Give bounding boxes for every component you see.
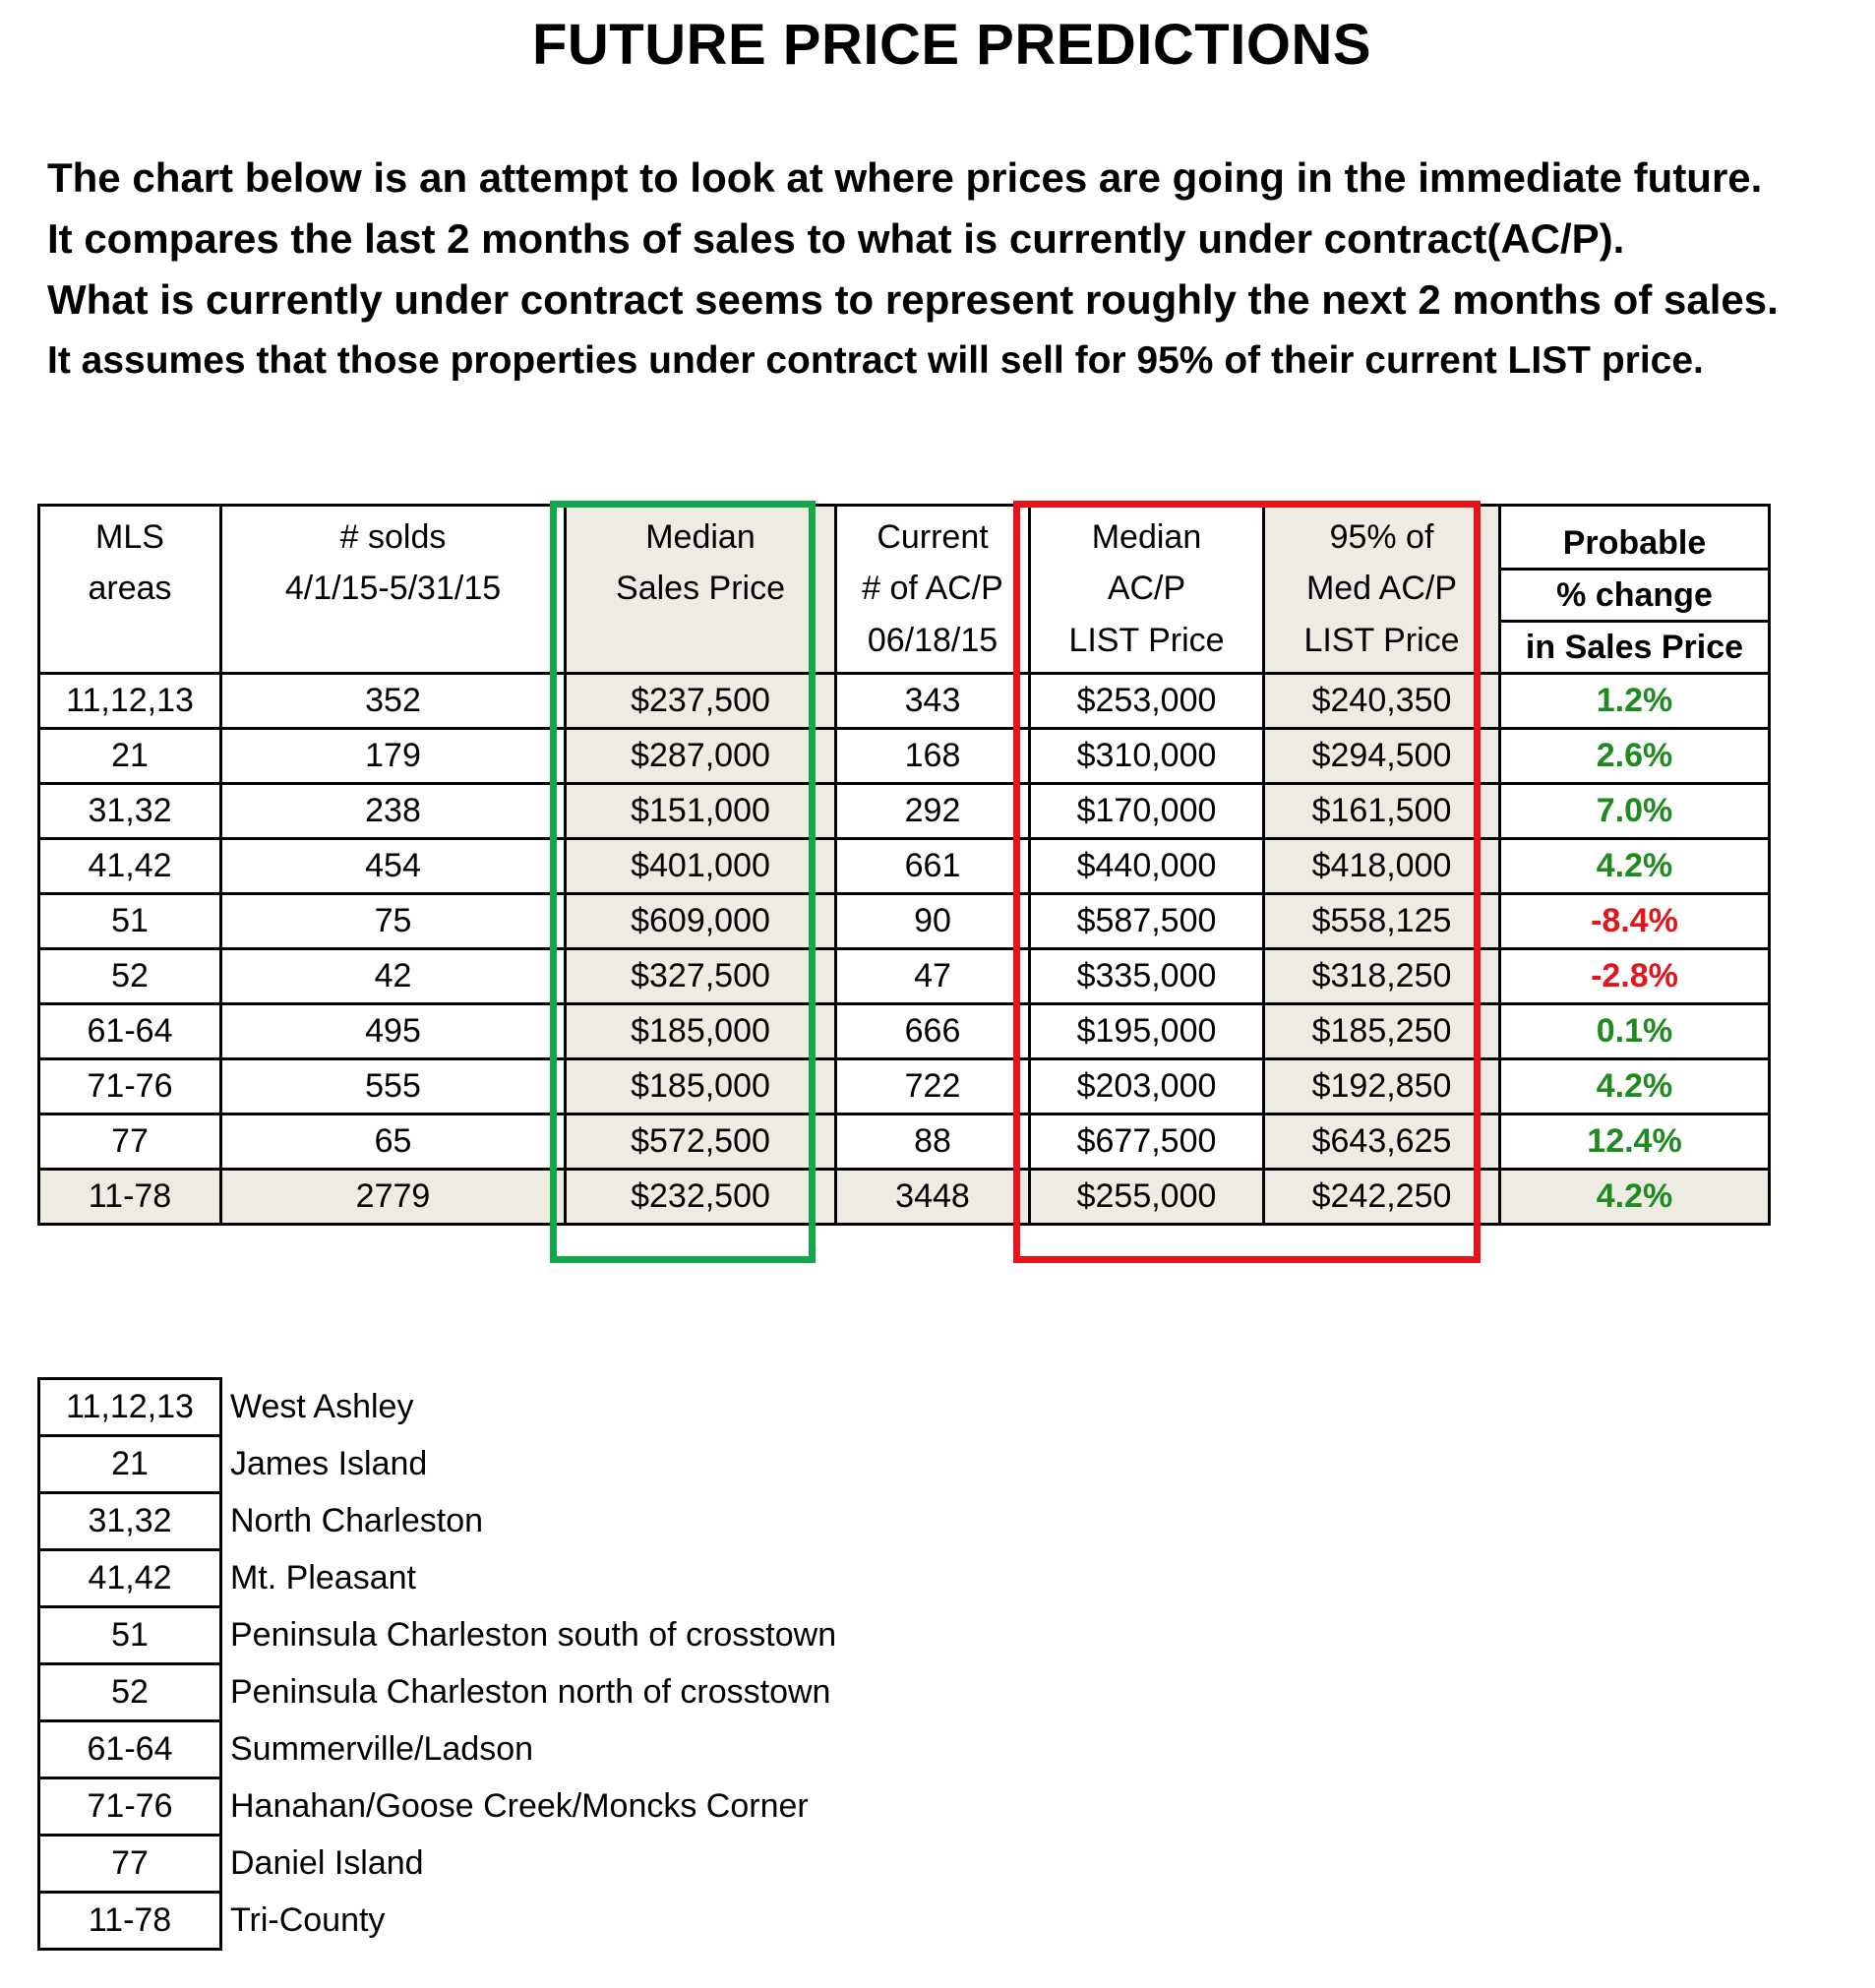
- legend-code: 31,32: [39, 1493, 221, 1550]
- solds-cell: 555: [221, 1059, 566, 1114]
- header-cell: [566, 622, 836, 674]
- legend-area-name: North Charleston: [230, 1502, 484, 1539]
- area-cell: 51: [39, 894, 221, 949]
- solds-cell: 2779: [221, 1170, 566, 1225]
- table-row: [39, 1004, 1770, 1059]
- acp-count-cell: 292: [836, 784, 1030, 839]
- header-cell: LIST Price: [1264, 622, 1500, 674]
- legend-code: 21: [39, 1436, 221, 1493]
- legend-row: [39, 1893, 839, 1950]
- pct95-cell: $418,000: [1264, 839, 1500, 894]
- acp-count-cell: 722: [836, 1059, 1030, 1114]
- table-row: [39, 674, 1770, 729]
- legend-row: [39, 1607, 839, 1664]
- acp-count-cell: 47: [836, 949, 1030, 1004]
- median-sales-cell: $327,500: [566, 949, 836, 1004]
- header-cell: [39, 622, 221, 674]
- legend-row: [39, 1778, 839, 1836]
- legend-code: 41,42: [39, 1550, 221, 1607]
- table-body: [39, 674, 1770, 1225]
- header-cell: Sales Price: [566, 570, 836, 622]
- table-row: [39, 729, 1770, 784]
- solds-cell: 352: [221, 674, 566, 729]
- area-legend-table: [37, 1377, 840, 1951]
- header-cell: Median: [1030, 506, 1264, 570]
- area-cell: 52: [39, 949, 221, 1004]
- solds-cell: 65: [221, 1114, 566, 1170]
- acp-count-cell: 88: [836, 1114, 1030, 1170]
- area-cell: 11,12,13: [39, 674, 221, 729]
- acp-count-cell: 661: [836, 839, 1030, 894]
- legend-area-name: Peninsula Charleston south of crosstown: [230, 1616, 837, 1654]
- pct95-cell: $192,850: [1264, 1059, 1500, 1114]
- legend-row: [39, 1836, 839, 1893]
- header-cell: LIST Price: [1030, 622, 1264, 674]
- legend-area-name: West Ashley: [230, 1388, 414, 1425]
- area-cell: 61-64: [39, 1004, 221, 1059]
- header-cell: MLS: [39, 506, 221, 570]
- median-sales-cell: $151,000: [566, 784, 836, 839]
- page-title: FUTURE PRICE PREDICTIONS: [531, 13, 1372, 77]
- solds-cell: 75: [221, 894, 566, 949]
- legend-row: [39, 1436, 839, 1493]
- legend-area-name: James Island: [230, 1445, 428, 1482]
- pct95-cell: $242,250: [1264, 1170, 1500, 1225]
- table-row: [39, 1170, 1770, 1225]
- pct95-cell: $643,625: [1264, 1114, 1500, 1170]
- legend-area-name: Mt. Pleasant: [230, 1559, 416, 1596]
- legend-code: 52: [39, 1664, 221, 1721]
- change-cell: -2.8%: [1500, 949, 1770, 1004]
- median-sales-cell: $572,500: [566, 1114, 836, 1170]
- change-cell: 1.2%: [1500, 674, 1770, 729]
- solds-cell: 495: [221, 1004, 566, 1059]
- legend-row: [39, 1550, 839, 1607]
- header-cell: Med AC/P: [1264, 570, 1500, 622]
- table-row: [39, 1059, 1770, 1114]
- area-cell: 11-78: [39, 1170, 221, 1225]
- pct95-cell: $240,350: [1264, 674, 1500, 729]
- legend-code: 11-78: [39, 1893, 221, 1950]
- legend-row: [39, 1664, 839, 1721]
- median-list-cell: $440,000: [1030, 839, 1264, 894]
- median-sales-cell: $185,000: [566, 1004, 836, 1059]
- area-cell: 77: [39, 1114, 221, 1170]
- legend-code: 51: [39, 1607, 221, 1664]
- header-cell: Probable: [1500, 506, 1770, 570]
- pct95-cell: $161,500: [1264, 784, 1500, 839]
- change-cell: -8.4%: [1500, 894, 1770, 949]
- acp-count-cell: 666: [836, 1004, 1030, 1059]
- median-list-cell: $255,000: [1030, 1170, 1264, 1225]
- median-sales-cell: $401,000: [566, 839, 836, 894]
- header-cell: # of AC/P: [836, 570, 1030, 622]
- legend-row: [39, 1493, 839, 1550]
- price-prediction-table: [37, 504, 1771, 1226]
- area-cell: 41,42: [39, 839, 221, 894]
- legend-area-name: Tri-County: [230, 1901, 386, 1939]
- median-list-cell: $195,000: [1030, 1004, 1264, 1059]
- intro-line: It assumes that those properties under contract will sell for 95% of their current LIST price.: [47, 339, 1704, 382]
- legend-code: 61-64: [39, 1721, 221, 1778]
- legend-area-name: Peninsula Charleston north of crosstown: [230, 1673, 831, 1711]
- pct95-cell: $318,250: [1264, 949, 1500, 1004]
- change-cell: 4.2%: [1500, 1170, 1770, 1225]
- header-cell: 06/18/15: [836, 622, 1030, 674]
- legend-code: 11,12,13: [39, 1379, 221, 1436]
- legend-code: 77: [39, 1836, 221, 1893]
- median-sales-cell: $237,500: [566, 674, 836, 729]
- median-list-cell: $253,000: [1030, 674, 1264, 729]
- change-cell: 12.4%: [1500, 1114, 1770, 1170]
- header-cell: in Sales Price: [1500, 622, 1770, 674]
- pct95-cell: $294,500: [1264, 729, 1500, 784]
- median-list-cell: $677,500: [1030, 1114, 1264, 1170]
- solds-cell: 454: [221, 839, 566, 894]
- acp-count-cell: 168: [836, 729, 1030, 784]
- table-row: [39, 949, 1770, 1004]
- median-sales-cell: $232,500: [566, 1170, 836, 1225]
- header-cell: Median: [566, 506, 836, 570]
- area-cell: 71-76: [39, 1059, 221, 1114]
- area-cell: 21: [39, 729, 221, 784]
- median-list-cell: $170,000: [1030, 784, 1264, 839]
- legend-code: 71-76: [39, 1778, 221, 1836]
- table-row: [39, 894, 1770, 949]
- legend-area-name: Hanahan/Goose Creek/Moncks Corner: [230, 1787, 809, 1825]
- header-cell: % change: [1500, 570, 1770, 622]
- solds-cell: 238: [221, 784, 566, 839]
- header-cell: areas: [39, 570, 221, 622]
- median-list-cell: $310,000: [1030, 729, 1264, 784]
- change-cell: 0.1%: [1500, 1004, 1770, 1059]
- change-cell: 4.2%: [1500, 1059, 1770, 1114]
- acp-count-cell: 3448: [836, 1170, 1030, 1225]
- legend-body: [39, 1379, 839, 1950]
- solds-cell: 42: [221, 949, 566, 1004]
- median-list-cell: $335,000: [1030, 949, 1264, 1004]
- median-list-cell: $587,500: [1030, 894, 1264, 949]
- table-row: [39, 784, 1770, 839]
- legend-row: [39, 1379, 839, 1436]
- intro-text: [47, 148, 1857, 392]
- intro-line: It compares the last 2 months of sales to what is currently under contract(AC/P).: [47, 215, 1625, 262]
- header-cell: # solds: [221, 506, 566, 570]
- intro-line: What is currently under contract seems to represent roughly the next 2 months of sales.: [47, 276, 1779, 323]
- acp-count-cell: 343: [836, 674, 1030, 729]
- pct95-cell: $558,125: [1264, 894, 1500, 949]
- solds-cell: 179: [221, 729, 566, 784]
- header-cell: 4/1/15-5/31/15: [221, 570, 566, 622]
- change-cell: 7.0%: [1500, 784, 1770, 839]
- acp-count-cell: 90: [836, 894, 1030, 949]
- median-list-cell: $203,000: [1030, 1059, 1264, 1114]
- legend-area-name: Daniel Island: [230, 1844, 424, 1882]
- table-row: [39, 839, 1770, 894]
- change-cell: 2.6%: [1500, 729, 1770, 784]
- median-sales-cell: $609,000: [566, 894, 836, 949]
- intro-line: The chart below is an attempt to look at where prices are going in the immediate future.: [47, 154, 1763, 201]
- legend-row: [39, 1721, 839, 1778]
- header-cell: [221, 622, 566, 674]
- table-row: [39, 1114, 1770, 1170]
- header-cell: 95% of: [1264, 506, 1500, 570]
- change-cell: 4.2%: [1500, 839, 1770, 894]
- median-sales-cell: $185,000: [566, 1059, 836, 1114]
- median-sales-cell: $287,000: [566, 729, 836, 784]
- legend-area-name: Summerville/Ladson: [230, 1730, 534, 1768]
- header-cell: Current: [836, 506, 1030, 570]
- area-cell: 31,32: [39, 784, 221, 839]
- pct95-cell: $185,250: [1264, 1004, 1500, 1059]
- header-cell: AC/P: [1030, 570, 1264, 622]
